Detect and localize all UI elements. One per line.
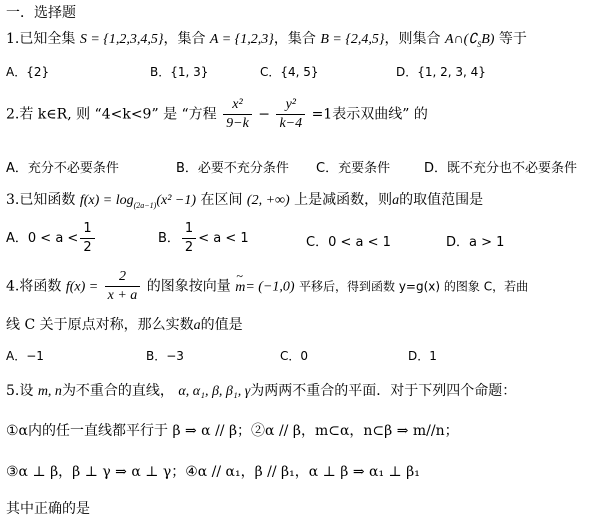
q1-option-b: B．{1, 3}	[150, 65, 209, 79]
q1-text-e: 等于	[498, 31, 527, 47]
q1-text-d: ，则集合	[384, 31, 441, 47]
question-2	[6, 96, 428, 133]
q2-number: 2.	[6, 106, 20, 123]
q1-text-c: ，集合	[273, 31, 316, 47]
q3-number: 3.	[6, 192, 20, 208]
q1-expr: $A\cap(∁_SB)$	[444, 32, 495, 49]
q3-options	[6, 220, 596, 264]
q1-set-s: S = {1,2,3,4,5}	[79, 32, 164, 47]
q1-text-b: ，集合	[163, 31, 206, 47]
q4-line-2	[6, 314, 243, 334]
q4-line2-end: 的值是	[200, 317, 243, 333]
q3-option-b: B． $\frac{1}{2}$ < a < 1	[158, 221, 249, 255]
q3-function: $f(x) = \log_{(2a-1)}(x^2 -1)$	[79, 193, 196, 210]
question-1	[6, 28, 527, 49]
q4-fraction: $\frac{2}{x + a}$	[105, 268, 141, 305]
q2-option-a: A．充分不必要条件	[6, 161, 119, 176]
q4-vector-value: = (−1,0)	[245, 279, 295, 295]
section-title: 一．选择题	[6, 5, 76, 21]
q4-var: a	[193, 318, 201, 333]
q3-interval: (2, +∞)	[246, 193, 290, 208]
q4-option-a: A．−1	[6, 349, 44, 363]
q5-propositions-3-4: ③α ⊥ β，β ⊥ γ ⇒ α ⊥ γ；④α // α₁，β // β₁，α ⊥ β ⇒ α₁ ⊥ β₁	[6, 464, 420, 480]
q1-number: 1.	[6, 31, 20, 47]
q2-text-a: 若 k∈R, 则 “4<k<9” 是 “方程	[19, 106, 217, 123]
q4-text-b: 的图象按向量	[146, 278, 231, 295]
q4-text-a: 将函数	[19, 278, 62, 295]
q5-text-a: 设	[19, 383, 34, 399]
q2-text-b: =1表示双曲线” 的	[311, 106, 428, 123]
q2-minus: −	[258, 106, 270, 123]
q5-planes: α, α₁, β, β₁, γ	[178, 384, 251, 399]
q3-option-d: D．a > 1	[446, 235, 505, 250]
q5-vars: m, n	[37, 384, 62, 399]
q3-option-a: A．0 < a < $\frac{1}{2}$	[6, 220, 97, 257]
q3-text-d: 的取值范围是	[399, 192, 484, 208]
q5-ask: 其中正确的是	[6, 501, 90, 517]
q2-option-d: D．既不充分也不必要条件	[424, 161, 578, 176]
q2-fraction-2: $\frac{\text{y²}}{k-4}$	[276, 96, 305, 133]
q1-option-c: C．{4, 5}	[260, 65, 319, 79]
q1-option-d: D．{1, 2, 3, 4}	[396, 65, 486, 79]
q4-line2-text: 线 C 关于原点对称，那么实数	[6, 317, 194, 333]
q4-option-d: D．1	[408, 349, 437, 363]
question-3	[6, 189, 483, 210]
q4-function: f(x) =	[65, 279, 99, 295]
q4-number: 4.	[6, 278, 20, 295]
q3-var: a	[392, 193, 400, 208]
q2-option-b: B．必要不充分条件	[176, 161, 289, 176]
q2-fraction-1: $\frac{\text{x²}}{9-k}$	[223, 96, 252, 133]
q4-text-c: 平移后，得到函数 y=g(x) 的图象 C，若曲	[299, 279, 529, 294]
q3-option-c: C．0 < a < 1	[306, 235, 391, 250]
q5-text-c: 为两两不重合的平面．对于下列四个命题：	[250, 383, 517, 399]
q5-number: 5.	[6, 383, 20, 399]
q1-set-b: B = {2,4,5}	[320, 32, 385, 47]
q3-text-a: 已知函数	[19, 192, 76, 208]
q3-text-b: 在区间	[200, 192, 243, 208]
q2-option-c: C．充要条件	[316, 161, 391, 176]
q1-text-a: 已知全集	[19, 31, 76, 47]
q3-text-c: 上是减函数，则	[294, 192, 393, 208]
q4-option-c: C．0	[280, 349, 309, 363]
q1-set-a: A = {1,2,3}	[209, 32, 274, 47]
q5-text-b: 为不重合的直线，	[61, 383, 174, 399]
question-4	[6, 268, 528, 305]
q5-propositions-1-2: ①α内的任一直线都平行于 β ⇒ α // β；②α // β，m⊂α，n⊂β ⇒ m//n；	[6, 423, 459, 439]
question-5	[6, 380, 516, 400]
q1-option-a: A．{2}	[6, 65, 50, 79]
q4-vector: ~ m	[235, 280, 245, 296]
q4-option-b: B．−3	[146, 349, 184, 363]
